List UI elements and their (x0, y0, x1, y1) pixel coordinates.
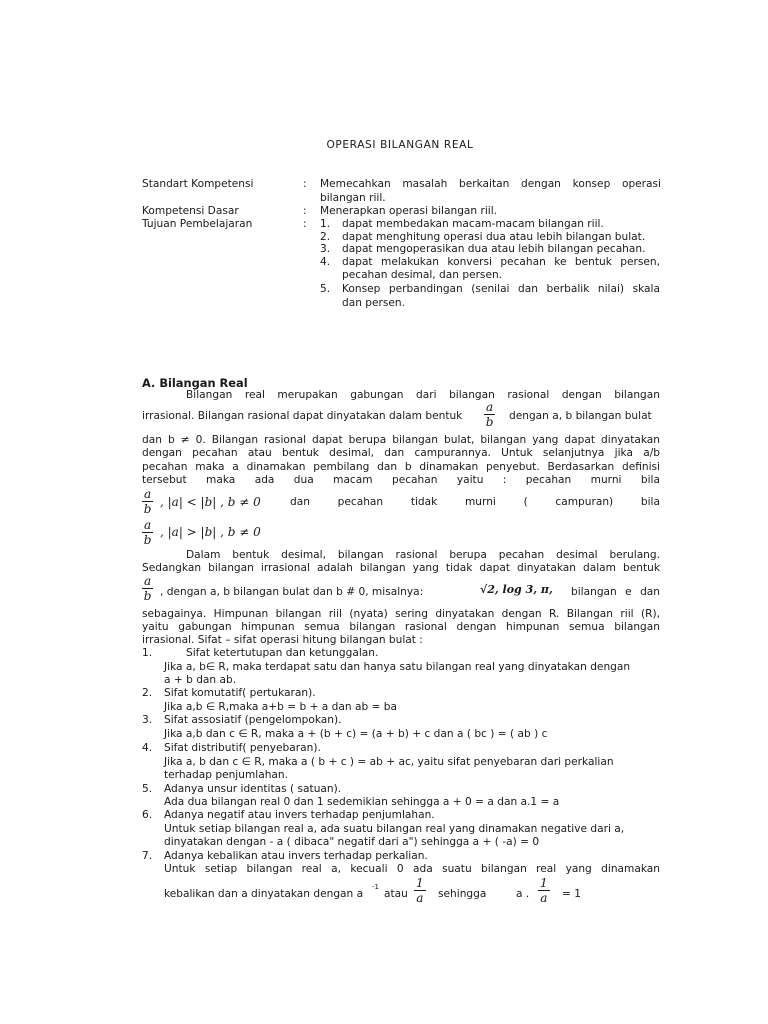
paragraph-line: pecahan maka a dinamakan pembilang dan b dinamakan penyebut. Berdasarkan definisi (142, 461, 660, 473)
sk-value-line2: bilangan riil. (320, 192, 386, 204)
tp-colon: : (303, 218, 307, 230)
reciprocal-or: atau (384, 888, 408, 900)
kd-colon: : (303, 205, 307, 217)
kd-value: Menerapkan operasi bilangan riil. (320, 205, 498, 217)
paragraph-line: dengan pecahan atau bentuk desimal, dan campurannya. Untuk selanjutnya jika a/b (142, 447, 660, 459)
fraction-numerator: a (144, 487, 152, 501)
property-title: Adanya negatif atau invers terhadap penjumlahan. (164, 809, 435, 821)
fraction-a-over-b (142, 519, 153, 546)
paragraph-line: , dengan a, b bilangan bulat dan b # 0, misalnya: (160, 586, 424, 598)
tp-item-text-cont: dan persen. (342, 297, 406, 309)
paragraph-line: dan pecahan tidak murni ( campuran) bila (290, 496, 660, 508)
fraction-one-over-a (414, 877, 426, 904)
tp-item-number: 2. (320, 231, 331, 243)
tp-item-text: dapat membedakan macam-macam bilangan riil. (342, 218, 604, 230)
fraction-denominator: b (143, 533, 152, 547)
tp-item-number: 1. (320, 218, 331, 230)
section-heading: A. Bilangan Real (142, 376, 248, 390)
paragraph-line: irrasional. Sifat – sifat operasi hitung bilangan bulat : (142, 634, 423, 646)
paragraph-line: dan b ≠ 0. Bilangan rasional dapat berupa bilangan bulat, bilangan yang dapat dinyatakan (142, 434, 660, 446)
fraction-denominator: a (540, 891, 548, 905)
paragraph-line: Bilangan real merupakan gabungan dari bilangan rasional dengan bilangan (186, 389, 660, 401)
kd-label: Kompetensi Dasar (142, 205, 239, 217)
fraction-numerator: a (144, 574, 152, 588)
paragraph-line: Dalam bentuk desimal, bilangan rasional berupa pecahan desimal berulang. (186, 549, 660, 561)
page-title: OPERASI BILANGAN REAL (326, 139, 474, 151)
property-number: 7. (142, 850, 153, 862)
tp-item-number: 3. (320, 243, 331, 255)
sk-colon: : (303, 178, 307, 190)
property-number: 1. (142, 647, 153, 659)
fraction-a-over-b (142, 575, 153, 602)
sk-label: Standart Kompetensi (142, 178, 254, 190)
fraction-a-over-b (484, 401, 495, 428)
property-number: 2. (142, 687, 153, 699)
sk-value-line1: Memecahkan masalah berkaitan dengan konsep operasi (320, 178, 661, 190)
tp-item-text-cont: pecahan desimal, dan persen. (342, 269, 503, 281)
property-number: 4. (142, 742, 153, 754)
property-desc: Jika a,b dan c ∈ R, maka a + (b + c) = (a + b) + c dan a ( bc ) = ( ab ) c (164, 728, 548, 740)
tp-item-text: dapat mengoperasikan dua atau lebih bilangan pecahan. (342, 243, 646, 255)
tp-item-number: 5. (320, 283, 331, 295)
paragraph-line: tersebut maka ada dua macam pecahan yaitu : pecahan murni bila (142, 474, 660, 486)
property-desc: dinyatakan dengan - a ( dibaca" negatif dari a") sehingga a + ( -a) = 0 (164, 836, 540, 848)
property-number: 5. (142, 783, 153, 795)
fraction-denominator: a (416, 891, 424, 905)
property-number: 3. (142, 714, 153, 726)
math-examples: √2, log 3, π, (480, 583, 553, 596)
property-desc: Ada dua bilangan real 0 dan 1 sedemikian sehingga a + 0 = a dan a.1 = a (164, 796, 560, 808)
fraction-one-over-a (538, 877, 550, 904)
condition-improper: , |a| > |b| , b ≠ 0 (160, 525, 261, 539)
property-title: Sifat assosiatif (pengelompokan). (164, 714, 342, 726)
property-title: Sifat komutatif( pertukaran). (164, 687, 316, 699)
fraction-a-over-b (142, 488, 153, 515)
reciprocal-so-that: sehingga (438, 888, 487, 900)
fraction-numerator: a (486, 400, 494, 414)
property-title: Sifat ketertutupan dan ketunggalan. (186, 647, 379, 659)
property-desc: Jika a,b ∈ R,maka a+b = b + a dan ab = ba (164, 701, 398, 713)
tp-item-number: 4. (320, 256, 331, 268)
superscript-minus-one: -1 (372, 883, 379, 891)
property-desc: Untuk setiap bilangan real a, ada suatu bilangan real yang dinamakan negative dari a, (164, 823, 625, 835)
condition-proper: , |a| < |b| , b ≠ 0 (160, 495, 261, 509)
paragraph-line: dengan a, b bilangan bulat (509, 410, 652, 422)
property-number: 6. (142, 809, 153, 821)
property-desc: Jika a, b dan c ∈ R, maka a ( b + c ) = ab + ac, yaitu sifat penyebaran dari perkalian (164, 756, 614, 768)
fraction-denominator: b (143, 502, 152, 516)
reciprocal-a-dot: a . (516, 888, 530, 900)
tp-item-text: Konsep perbandingan (senilai dan berbalik nilai) skala (342, 283, 660, 295)
fraction-denominator: b (485, 415, 494, 429)
tp-label: Tujuan Pembelajaran (142, 218, 253, 230)
paragraph-line: Sedangkan bilangan irrasional adalah bilangan yang tidak dapat dinyatakan dalam bentuk (142, 562, 660, 574)
paragraph-line: bilangan e dan (571, 586, 660, 598)
property-title: Adanya kebalikan atau invers terhadap perkalian. (164, 850, 428, 862)
reciprocal-equals-one: = 1 (562, 888, 581, 900)
reciprocal-text: kebalikan dan a dinyatakan dengan a (164, 888, 364, 900)
fraction-numerator: 1 (416, 876, 424, 890)
property-desc: terhadap penjumlahan. (164, 769, 289, 781)
paragraph-line: yaitu gabungan himpunan semua bilangan rasional dengan himpunan semua bilangan (142, 621, 660, 633)
paragraph-line: sebagainya. Himpunan bilangan riil (nyata) sering dinyatakan dengan R. Bilangan riil (R), (142, 608, 660, 620)
fraction-denominator: b (143, 589, 152, 603)
tp-item-text: dapat menghitung operasi dua atau lebih bilangan bulat. (342, 231, 646, 243)
fraction-numerator: a (144, 518, 152, 532)
property-desc: Untuk setiap bilangan real a, kecuali 0 ada suatu bilangan real yang dinamakan (164, 863, 660, 875)
property-title: Sifat distributif( penyebaran). (164, 742, 321, 754)
property-desc: a + b dan ab. (164, 674, 237, 686)
property-desc: Jika a, b∈ R, maka terdapat satu dan hanya satu bilangan real yang dinyatakan dengan (164, 661, 631, 673)
tp-item-text: dapat melakukan konversi pecahan ke bentuk persen, (342, 256, 660, 268)
property-title: Adanya unsur identitas ( satuan). (164, 783, 342, 795)
fraction-numerator: 1 (540, 876, 548, 890)
paragraph-line: irrasional. Bilangan rasional dapat dinyatakan dalam bentuk (142, 410, 463, 422)
